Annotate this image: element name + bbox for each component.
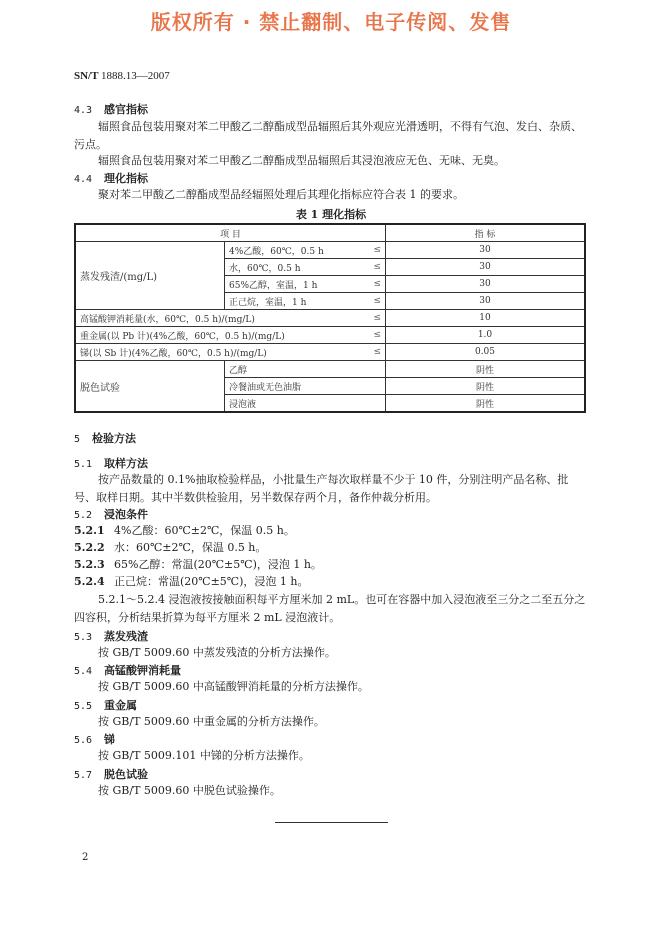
table-row	[75, 361, 585, 378]
paragraph-5-5: 按 GB/T 5009.60 中重金属的分析方法操作。	[98, 715, 325, 728]
paragraph-5-4: 按 GB/T 5009.60 中高锰酸钾消耗量的分析方法操作。	[98, 680, 369, 693]
item-5-2-4: 5.2.4 正己烷：常温(20℃±5℃)，浸泡 1 h。	[74, 575, 309, 588]
paragraph-5-3: 按 GB/T 5009.60 中蒸发残渣的分析方法操作。	[98, 646, 336, 659]
table-row	[75, 327, 585, 344]
le-symbol: ≤	[359, 242, 386, 259]
heading-5-5: 5.5 重金属	[74, 699, 137, 712]
residue-value: 30	[386, 242, 586, 259]
permanganate-item: 高锰酸钾消耗量(水，60℃，0.5 h)/(mg/L)	[75, 310, 359, 327]
residue-condition: 4%乙酸，60℃，0.5 h	[225, 242, 360, 259]
decolor-condition: 冷餐油或无色油脂	[225, 378, 386, 395]
paragraph-5-2: 5.2.1～5.2.4 浸泡液按接触面积每平方厘米加 2 mL。也可在容器中加入浸泡液至三分之二至五分之四容积，分析结果折算为每平方厘米 2 mL 浸泡液计。	[74, 593, 586, 624]
residue-value: 30	[386, 293, 586, 310]
paragraph-4-4-1: 聚对苯二甲酸乙二醇酯成型品经辐照处理后其理化指标应符合表 1 的要求。	[98, 188, 464, 201]
le-symbol: ≤	[359, 327, 386, 344]
le-symbol: ≤	[359, 344, 386, 361]
table-caption: 表 1 理化指标	[295, 208, 367, 221]
table-header-row	[75, 224, 585, 242]
antimony-item: 锑(以 Sb 计)(4%乙酸，60℃，0.5 h)/(mg/L)	[75, 344, 359, 361]
heading-5-7: 5.7 脱色试验	[74, 768, 148, 781]
le-symbol: ≤	[359, 276, 386, 293]
heading-5-6: 5.6 锑	[74, 733, 115, 746]
paragraph-5-1: 按产品数量的 0.1%抽取检验样品，小批量生产每次取样量不少于 10 件，分别注明产品名称、批号、取样日期。其中半数供检验用，另半数保存两个月，备作仲裁分析用。	[74, 473, 569, 504]
copyright-banner: 版权所有 · 禁止翻制、电子传阅、发售	[150, 10, 512, 34]
spec-table	[74, 223, 586, 413]
item-5-2-3: 5.2.3 65%乙醇：常温(20℃±5℃)，浸泡 1 h。	[74, 558, 322, 571]
permanganate-value: 10	[386, 310, 586, 327]
header-index: 指 标	[386, 224, 586, 242]
decolor-value: 阴性	[386, 361, 586, 378]
decolor-label: 脱色试验	[75, 361, 225, 413]
antimony-value: 0.05	[386, 344, 586, 361]
heavy-metal-value: 1.0	[386, 327, 586, 344]
item-5-2-1: 5.2.1 4%乙酸：60℃±2℃，保温 0.5 h。	[74, 524, 295, 537]
residue-condition: 水，60℃，0.5 h	[225, 259, 360, 276]
heading-5: 5 检验方法	[74, 432, 136, 445]
decolor-condition: 浸泡液	[225, 395, 386, 413]
decolor-value: 阴性	[386, 378, 586, 395]
heading-5-1: 5.1 取样方法	[74, 457, 148, 470]
residue-label: 蒸发残渣/(mg/L)	[75, 242, 225, 310]
le-symbol: ≤	[359, 259, 386, 276]
paragraph-4-3-1: 辐照食品包装用聚对苯二甲酸乙二醇酯成型品辐照后其外观应光滑透明，不得有气泡、发白、杂质、污点。	[74, 120, 582, 151]
heading-5-2: 5.2 浸泡条件	[74, 508, 148, 521]
residue-value: 30	[386, 276, 586, 293]
header-item: 项 目	[75, 224, 386, 242]
standard-prefix: SN/T	[74, 70, 99, 82]
page-number: 2	[82, 852, 89, 863]
heavy-metal-item: 重金属(以 Pb 计)(4%乙酸，60℃，0.5 h)/(mg/L)	[75, 327, 359, 344]
heading-5-3: 5.3 蒸发残渣	[74, 630, 148, 643]
decolor-value: 阴性	[386, 395, 586, 413]
heading-4-4: 4.4 理化指标	[74, 172, 148, 185]
le-symbol: ≤	[359, 293, 386, 310]
end-rule	[275, 822, 388, 823]
residue-value: 30	[386, 259, 586, 276]
le-symbol: ≤	[359, 310, 386, 327]
residue-condition: 65%乙醇，室温，1 h	[225, 276, 360, 293]
standard-code	[74, 70, 170, 82]
standard-number: 1888.13—2007	[101, 70, 170, 82]
residue-condition: 正己烷，室温，1 h	[225, 293, 360, 310]
table-row	[75, 242, 585, 259]
decolor-condition: 乙醇	[225, 361, 386, 378]
item-5-2-2: 5.2.2 水：60℃±2℃，保温 0.5 h。	[74, 541, 267, 554]
heading-4-3: 4.3 感官指标	[74, 103, 148, 116]
paragraph-5-6: 按 GB/T 5009.101 中锑的分析方法操作。	[98, 749, 310, 762]
heading-5-4: 5.4 高锰酸钾消耗量	[74, 664, 181, 677]
table-row	[75, 344, 585, 361]
paragraph-4-3-2: 辐照食品包装用聚对苯二甲酸乙二醇酯成型品辐照后其浸泡液应无色、无味、无臭。	[98, 154, 505, 167]
table-row	[75, 310, 585, 327]
paragraph-5-7: 按 GB/T 5009.60 中脱色试验操作。	[98, 784, 281, 797]
